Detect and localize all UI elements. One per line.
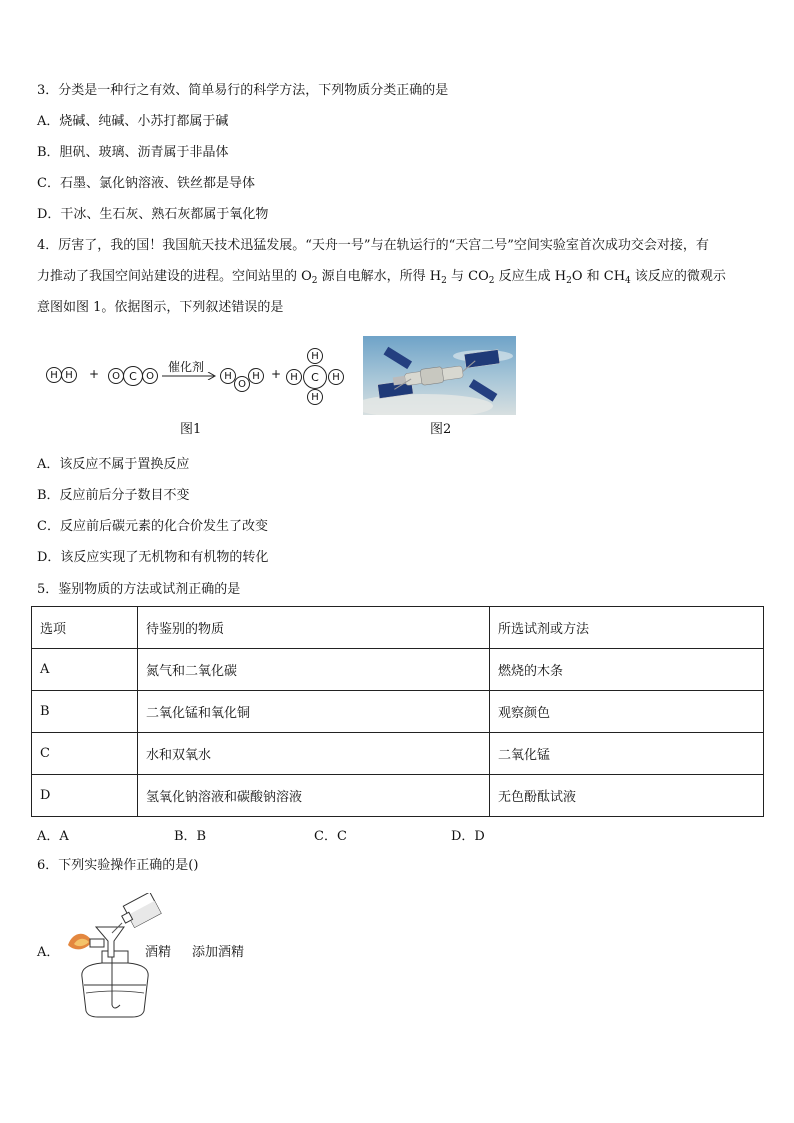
q3-stem: 3．分类是一种行之有效、简单易行的科学方法，下列物质分类正确的是 xyxy=(37,83,449,98)
plus-sign: + xyxy=(89,367,100,381)
q5-answer-c: C．C xyxy=(314,829,347,844)
table-cell: 燃烧的木条 xyxy=(490,649,764,691)
h-atom: H xyxy=(46,367,62,383)
table-cell: 二氧化锰和氧化铜 xyxy=(138,691,490,733)
table-row xyxy=(32,733,764,775)
q6-option-a-letter: A． xyxy=(37,945,60,960)
c-atom: C xyxy=(303,365,327,389)
header-cell: 待鉴别的物质 xyxy=(138,607,490,649)
fig1-label: 图1 xyxy=(180,422,202,437)
q4-stem-line1: 4．厉害了，我的国！我国航天技术迅猛发展。“天舟一号”与在轨运行的“天宫二号”空间实验室首次成功交会对接，有 xyxy=(37,238,709,253)
q5-stem: 5．鉴别物质的方法或试剂正确的是 xyxy=(37,582,241,597)
q4-stem-line2: 力推动了我国空间站建设的进程。空间站里的 $O_2$ 源自电解水，所得 $H_2$ 与 $CO_2$ 反应生成 $H_2O$ 和 $CH_4$ 该反应的微观示 xyxy=(37,269,726,286)
table-header-row xyxy=(32,607,764,649)
q5-answer-a: A．A xyxy=(37,829,69,844)
o-atom: O xyxy=(142,368,158,384)
q5-answer-d: D．D xyxy=(451,829,485,844)
q5-table xyxy=(31,606,764,817)
q4-stem-line3: 意图如图 1。依据图示，下列叙述错误的是 xyxy=(37,300,284,315)
c-atom: C xyxy=(123,366,143,386)
q6-stem: 6．下列实验操作正确的是() xyxy=(37,858,199,873)
o-atom: O xyxy=(234,376,250,392)
table-row xyxy=(32,649,764,691)
table-cell: 观察颜色 xyxy=(490,691,764,733)
q3-option-d: D．干冰、生石灰、熟石灰都属于氧化物 xyxy=(37,207,269,222)
q3-option-c: C．石墨、氯化钠溶液、铁丝都是导体 xyxy=(37,176,255,191)
label-alcohol: 酒精 xyxy=(145,945,172,960)
header-cell: 选项 xyxy=(32,607,138,649)
label-add-alcohol: 添加酒精 xyxy=(192,945,245,960)
q3-option-a: A．烧碱、纯碱、小苏打都属于碱 xyxy=(37,114,229,129)
h-atom: H xyxy=(307,348,323,364)
table-cell: 无色酚酞试液 xyxy=(490,775,764,817)
h-atom: H xyxy=(220,368,236,384)
space-station-photo xyxy=(363,336,516,415)
q4-option-d: D．该反应实现了无机物和有机物的转化 xyxy=(37,550,269,565)
table-cell: 氢氧化钠溶液和碳酸钠溶液 xyxy=(138,775,490,817)
plus-sign: + xyxy=(271,367,282,381)
q4-option-a: A．该反应不属于置换反应 xyxy=(37,457,190,472)
table-cell: 水和双氧水 xyxy=(138,733,490,775)
q5-answer-b: B．B xyxy=(174,829,207,844)
reaction-arrow xyxy=(162,372,220,380)
fig2-label: 图2 xyxy=(430,422,452,437)
table-cell: 氮气和二氧化碳 xyxy=(138,649,490,691)
o-atom: O xyxy=(108,368,124,384)
q4-option-c: C．反应前后碳元素的化合价发生了改变 xyxy=(37,519,268,534)
table-cell: D xyxy=(32,775,138,817)
table-row xyxy=(32,775,764,817)
h-atom: H xyxy=(248,368,264,384)
table-cell: 二氧化锰 xyxy=(490,733,764,775)
h-atom: H xyxy=(307,389,323,405)
catalyst-label: 催化剂 xyxy=(168,360,205,374)
table-row xyxy=(32,691,764,733)
h-atom: H xyxy=(328,369,344,385)
header-cell: 所选试剂或方法 xyxy=(490,607,764,649)
table-cell: B xyxy=(32,691,138,733)
table-cell: A xyxy=(32,649,138,691)
q4-option-b: B．反应前后分子数目不变 xyxy=(37,488,190,503)
h-atom: H xyxy=(286,369,302,385)
h-atom: H xyxy=(61,367,77,383)
reaction-diagram xyxy=(40,340,360,410)
q3-option-b: B．胆矾、玻璃、沥青属于非晶体 xyxy=(37,145,229,160)
table-cell: C xyxy=(32,733,138,775)
